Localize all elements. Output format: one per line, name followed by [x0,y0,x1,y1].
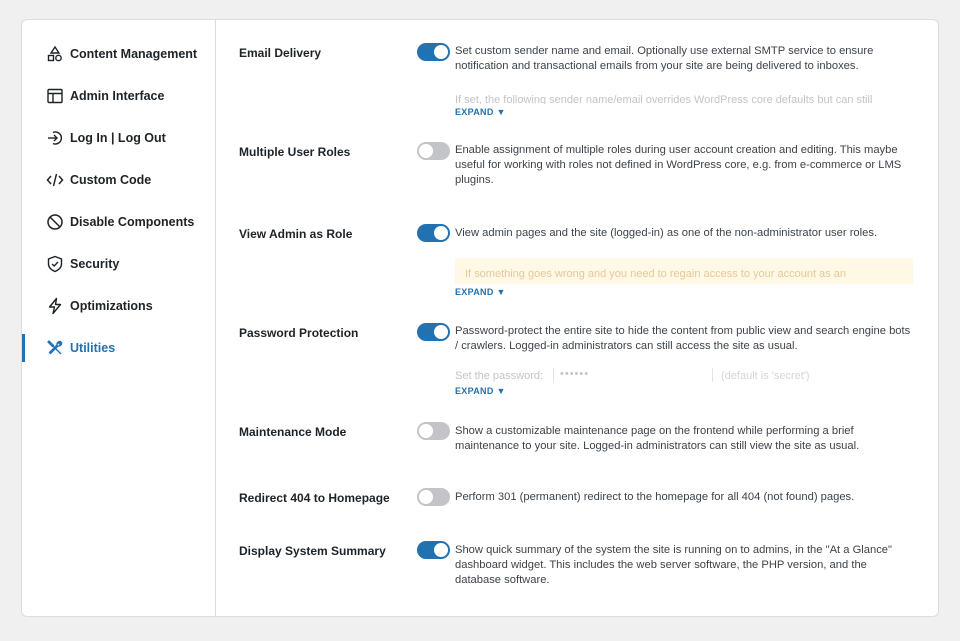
notice-text: If something goes wrong and you need to regain access to your account as an [465,268,846,280]
expand-link[interactable]: EXPAND ▼ [455,386,506,396]
redirect-404-toggle[interactable] [417,488,450,506]
password-input[interactable]: •••••• [553,368,713,382]
email-delivery-toggle[interactable] [417,43,450,61]
setting-label: View Admin as Role [239,227,353,241]
sidebar-item-content-management[interactable] [22,43,215,65]
sidebar-item-label: Security [70,257,120,271]
setting-label: Display System Summary [239,544,386,558]
settings-list [216,20,938,616]
disable-icon [46,213,64,231]
view-admin-as-role-toggle[interactable] [417,224,450,242]
sidebar-item-label: Custom Code [70,173,152,187]
setting-description: Show a customizable maintenance page on the frontend while performing a brief maintenance to your site. Logged-in administrators can still view the site as usual. [455,425,860,452]
settings-panel [21,19,939,617]
toggle-knob [419,144,433,158]
admin-interface-icon [46,87,64,105]
sidebar-nav [22,20,216,616]
display-system-summary-toggle[interactable] [417,541,450,559]
expand-link[interactable]: EXPAND ▼ [455,287,506,297]
toggle-knob [419,424,433,438]
sidebar-item-custom-code[interactable] [22,169,215,191]
sidebar-item-label: Content Management [70,47,198,61]
toggle-knob [419,490,433,504]
multiple-user-roles-toggle[interactable] [417,142,450,160]
password-label: Set the password: [455,370,544,382]
sidebar-item-label: Disable Components [70,215,195,229]
login-logout-icon [46,129,64,147]
sidebar-item-security[interactable] [22,253,215,275]
sidebar-item-admin-interface[interactable] [22,85,215,107]
sidebar-item-optimizations[interactable] [22,295,215,317]
lightning-icon [46,297,64,315]
setting-description: Set custom sender name and email. Optionally use external SMTP service to ensure notification and transactional emails from your site are being delivered to inboxes. [455,45,874,72]
toggle-knob [434,45,448,59]
sidebar-item-label: Admin Interface [70,89,165,103]
setting-description: Show quick summary of the system the site is running on to admins, in the "At a Glance" dashboard widget. This includes the web server software, the PHP version, and the database software. [455,544,893,586]
maintenance-mode-toggle[interactable] [417,422,450,440]
sidebar-item-login-logout[interactable] [22,127,215,149]
setting-description: Perform 301 (permanent) redirect to the homepage for all 404 (not found) pages. [455,491,855,503]
setting-label: Multiple User Roles [239,145,351,159]
sidebar-item-disable-components[interactable] [22,211,215,233]
active-indicator [22,334,25,362]
setting-label: Maintenance Mode [239,425,347,439]
shield-icon [46,255,64,273]
tools-icon [46,339,64,357]
toggle-knob [434,325,448,339]
setting-label: Email Delivery [239,46,322,60]
code-icon [46,171,64,189]
sidebar-item-label: Optimizations [70,299,153,313]
warning-notice [455,258,913,284]
toggle-knob [434,226,448,240]
setting-description: Enable assignment of multiple roles during user account creation and editing. This maybe useful for working with roles not defined in WordPress core, e.g. from e-commerce or LMS plugins. [455,144,902,186]
setting-description: Password-protect the entire site to hide the content from public view and search engine bots / crawlers. Logged-in administrators can still access the site as usual. [455,325,911,352]
password-row [455,368,875,382]
setting-label: Password Protection [239,326,359,340]
password-protection-toggle[interactable] [417,323,450,341]
expand-link[interactable]: EXPAND ▼ [455,107,506,117]
content-management-icon [46,45,64,63]
sidebar-item-utilities[interactable] [22,337,215,359]
setting-label: Redirect 404 to Homepage [239,491,390,505]
sidebar-item-label: Utilities [70,341,116,355]
sidebar-item-label: Log In | Log Out [70,131,166,145]
setting-description: View admin pages and the site (logged-in) as one of the non-administrator user roles. [455,227,878,239]
password-hint: (default is 'secret') [721,370,810,382]
faded-preview-text: If set, the following sender name/email overrides WordPress core defaults but can still [455,94,873,104]
toggle-knob [434,543,448,557]
